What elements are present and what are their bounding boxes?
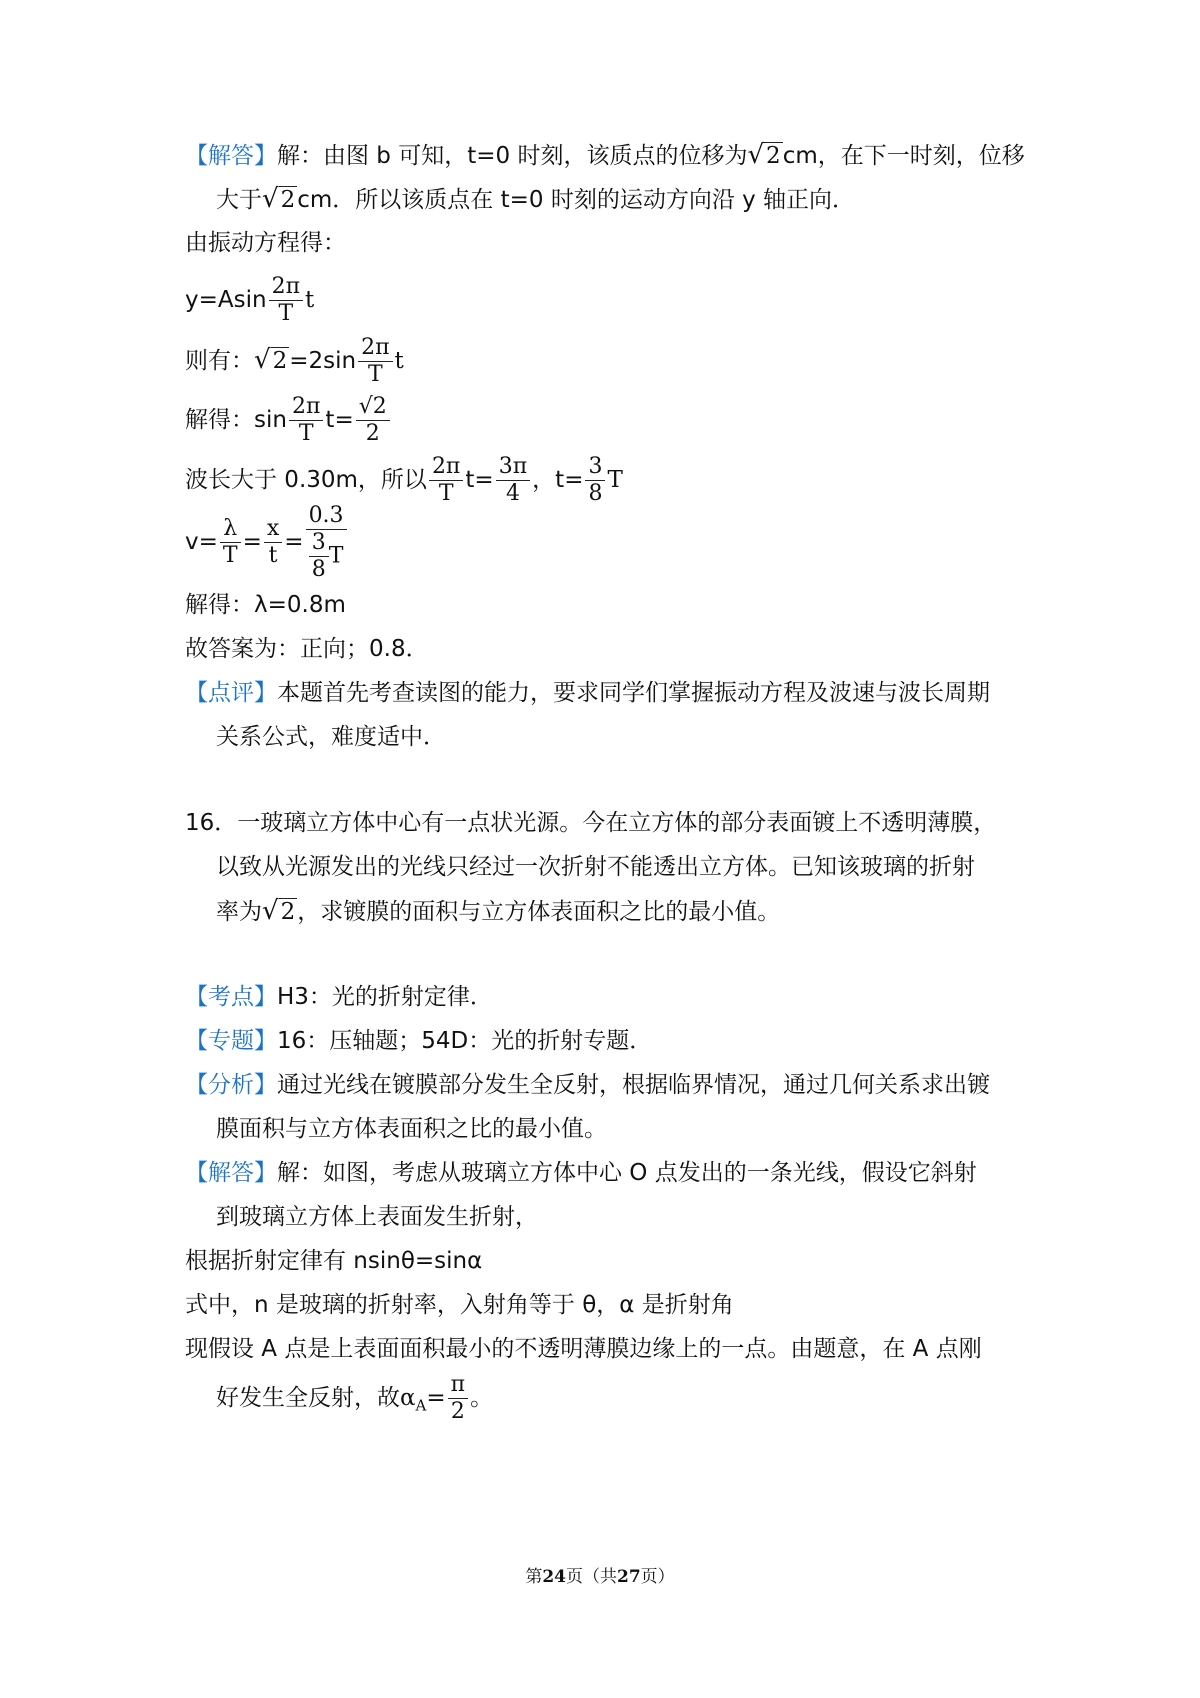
sqrt-expr: √2 (262, 184, 296, 214)
fraction: $\frac{x}{t}$ (264, 516, 282, 569)
sqrt-expr: √2 (262, 896, 296, 926)
fraction: $\frac{2\pi}{T}$ (429, 454, 463, 507)
solution-line-4: 式中，n 是玻璃的折射率，入射角等于 θ，α 是折射角 (185, 1292, 734, 1318)
fraction: $\frac{\pi}{2}$ (448, 1372, 468, 1425)
fraction: $\frac{2\pi}{T}$ (269, 274, 303, 327)
answer-final: 故答案为：正向；0.8． (185, 636, 429, 662)
equation-wavelength: 波长大于 0.30m，所以 $\frac{2\pi}{T}$ t= $\frac{3\pi}{4}$ ，t= $\frac{3}{8}$ T (185, 454, 623, 506)
answer-line-1: 【解答】解：由图 b 可知，t=0 时刻，该质点的位移为√2cm，在下一时刻，位移 (185, 140, 1025, 170)
solution-line-3: 根据折射定律有 nsinθ=sinα (185, 1248, 483, 1274)
fraction: $\frac{2\pi}{T}$ (289, 394, 323, 447)
solution-line-6: 好发生全反射，故$\alpha_A=$ $\frac{\pi}{2}$ 。 (216, 1372, 494, 1424)
answer-line-2: 大于√2cm．所以该质点在 t=0 时刻的运动方向沿 y 轴正向． (216, 184, 856, 214)
comment-tag: 【点评】 (185, 680, 277, 706)
fraction: $\frac{2\pi}{T}$ (358, 335, 392, 388)
page-footer: 第24页（共27页） (525, 1567, 675, 1587)
answer-lambda: 解得：λ=0.8m (185, 592, 346, 618)
question-16-line-1: 16．一玻璃立方体中心有一点状光源。今在立方体的部分表面镀上不透明薄膜， (185, 810, 997, 836)
fraction: $\frac{3}{8}$ (585, 454, 605, 507)
fraction: $\frac{√2}{2}$ (356, 394, 390, 447)
solution-line-2: 到玻璃立方体上表面发生折射， (216, 1204, 538, 1230)
sqrt-expr: √2 (747, 140, 781, 170)
compound-fraction: 0.3 $\frac{3}{8}$ T (306, 503, 347, 583)
comment-line-1: 【点评】本题首先考查读图的能力，要求同学们掌握振动方程及波速与波长周期 (185, 680, 990, 706)
comment-line-2: 关系公式，难度适中． (216, 724, 446, 750)
analysis-line-1: 【分析】通过光线在镀膜部分发生全反射，根据临界情况，通过几何关系求出镀 (185, 1072, 990, 1098)
fraction: $\frac{\lambda}{T}$ (220, 516, 241, 569)
equation-velocity: v= $\frac{\lambda}{T}$ = $\frac{x}{t}$ = 0.3 $\frac{3}{8}$ T (185, 502, 349, 583)
equation-vibration: y=Asin $\frac{2\pi}{T}$ t (185, 274, 315, 326)
topic: 【专题】16：压轴题；54D：光的折射专题． (185, 1028, 653, 1054)
analysis-line-2: 膜面积与立方体表面积之比的最小值。 (216, 1116, 607, 1142)
equation-substitute: 则有：√2=2sin $\frac{2\pi}{T}$ t (185, 330, 404, 391)
question-16-line-3: 率为√2，求镀膜的面积与立方体表面积之比的最小值。 (216, 896, 781, 926)
equation-solve-sin: 解得：sin $\frac{2\pi}{T}$ t= $\frac{√2}{2}$ (185, 390, 392, 450)
sqrt-expr: √2 (254, 345, 288, 375)
answer-line-3: 由振动方程得： (185, 230, 346, 256)
fraction: $\frac{3\pi}{4}$ (496, 454, 530, 507)
question-16-line-2: 以致从光源发出的光线只经过一次折射不能透出立方体。已知该玻璃的折射 (216, 854, 975, 880)
knowledge-point: 【考点】H3：光的折射定律． (185, 984, 493, 1010)
solution-line-5: 现假设 A 点是上表面面积最小的不透明薄膜边缘上的一点。由题意，在 A 点刚 (185, 1336, 982, 1362)
solution-line-1: 【解答】解：如图，考虑从玻璃立方体中心 O 点发出的一条光线，假设它斜射 (185, 1160, 977, 1186)
answer-tag: 【解答】 (185, 143, 277, 169)
